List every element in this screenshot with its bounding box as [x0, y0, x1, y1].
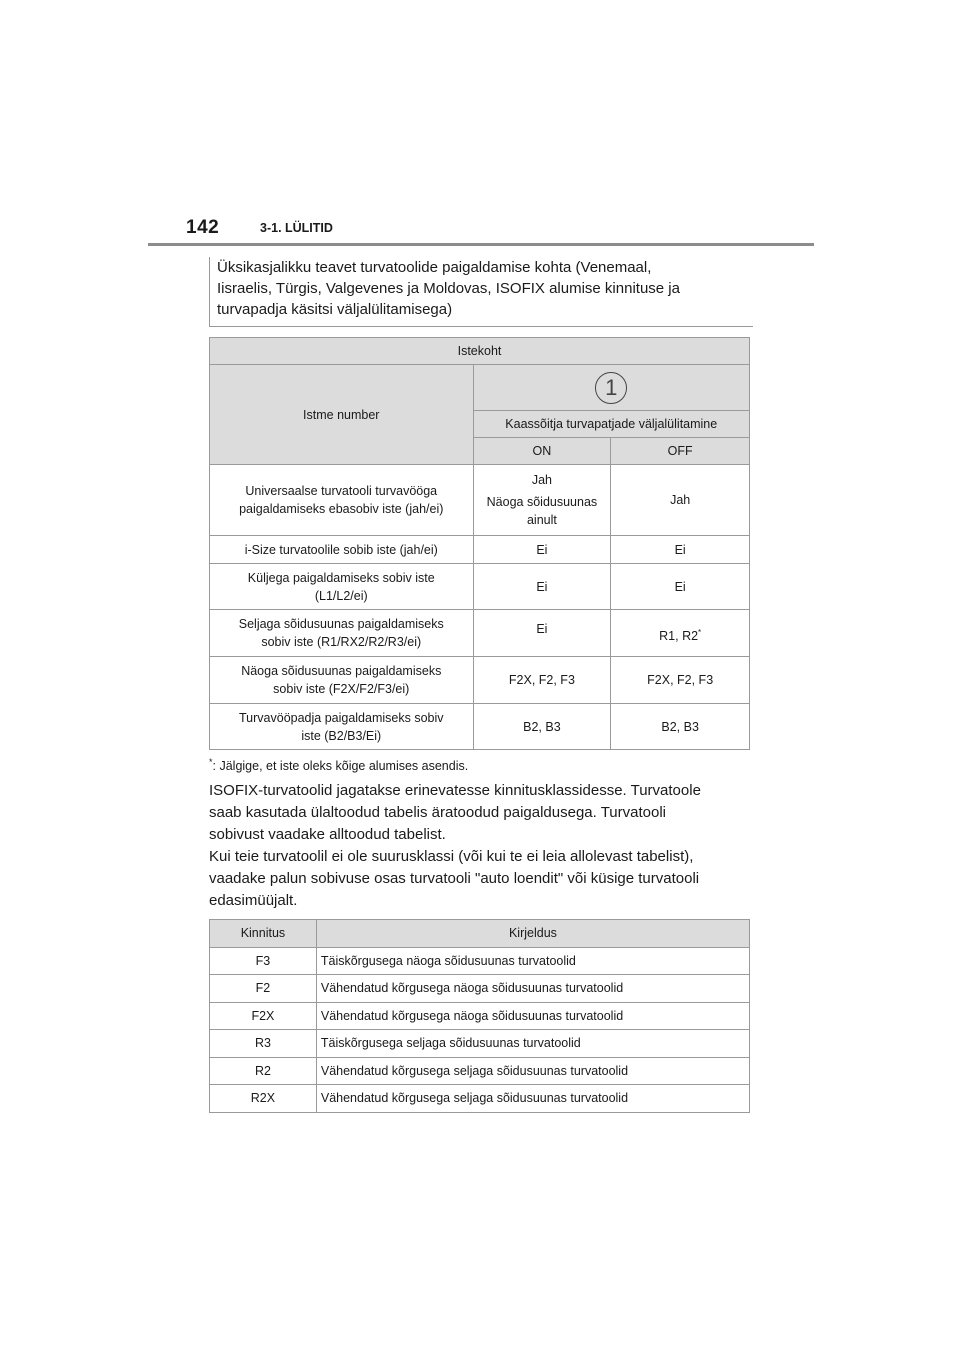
- fixture-code: R2X: [210, 1085, 317, 1113]
- row-label: [210, 610, 474, 657]
- row-label-line: paigaldamiseks ebasobiv iste (jah/ei): [239, 502, 444, 516]
- on-value-line: Jah: [531, 473, 552, 487]
- seat-number-header: Istme number: [210, 365, 474, 465]
- table-row: [210, 610, 750, 657]
- off-value: [611, 610, 750, 657]
- off-column-header: OFF: [611, 438, 750, 465]
- off-value: B2, B3: [611, 704, 750, 750]
- fixture-column-header: Kinnitus: [210, 920, 317, 948]
- row-label-line: (L1/L2/ei): [314, 588, 368, 603]
- table-row: [210, 1030, 750, 1058]
- off-value: F2X, F2, F3: [611, 657, 750, 704]
- on-value: Ei: [473, 610, 611, 657]
- page-number: 142: [186, 217, 220, 238]
- row-label: [210, 465, 474, 536]
- paragraph-line: saab kasutada ülaltoodud tabelis äratoodud paigaldusega. Turvatooli: [209, 804, 667, 821]
- fixture-code: R2: [210, 1057, 317, 1085]
- paragraph-line: edasimüüjalt.: [209, 892, 298, 909]
- fixture-description: Vähendatud kõrgusega seljaga sõidusuunas turvatoolid: [316, 1085, 749, 1113]
- seat-icon-cell: [473, 365, 749, 411]
- table-row: [210, 657, 750, 704]
- footnote-mark: *: [698, 628, 702, 638]
- row-label: [210, 564, 474, 610]
- table-row: [210, 947, 750, 975]
- on-value-line: ainult: [526, 513, 557, 527]
- fixture-description: Vähendatud kõrgusega näoga sõidusuunas turvatoolid: [316, 975, 749, 1003]
- seat-position-header: Istekoht: [210, 338, 750, 365]
- footnote-mark: *: [209, 757, 213, 767]
- table-row: [210, 704, 750, 750]
- table-row: [210, 1002, 750, 1030]
- row-label-line: iste (B2/B3/Ei): [301, 728, 382, 743]
- row-label-line: Näoga sõidusuunas paigaldamiseks: [241, 664, 442, 678]
- paragraph-line: ISOFIX-turvatoolid jagatakse erinevatesse kinnitusklassidesse. Turvatoole: [209, 782, 701, 799]
- header-rule: [148, 243, 814, 246]
- paragraph-line: sobivust vaadake alltoodud tabelist.: [209, 826, 446, 843]
- section-title: 3-1. LÜLITID: [260, 221, 333, 235]
- paragraph-line: Kui teie turvatoolil ei ole suurusklassi (või kui te ei leia allolevast tabelist),: [209, 848, 694, 865]
- table-header-row: [210, 365, 750, 411]
- intro-box: [209, 257, 753, 327]
- row-label: i-Size turvatoolile sobib iste (jah/ei): [210, 536, 474, 564]
- on-column-header: ON: [473, 438, 611, 465]
- fixture-description: Täiskõrgusega seljaga sõidusuunas turvatoolid: [316, 1030, 749, 1058]
- fixture-description: Vähendatud kõrgusega näoga sõidusuunas turvatoolid: [316, 1002, 749, 1030]
- off-value: Ei: [611, 564, 750, 610]
- on-value: B2, B3: [473, 704, 611, 750]
- fixture-code: F3: [210, 947, 317, 975]
- row-label: [210, 704, 474, 750]
- row-label: [210, 657, 474, 704]
- table-row: [210, 1057, 750, 1085]
- table-header-row: [210, 920, 750, 948]
- row-label-line: Universaalse turvatooli turvavööga: [245, 484, 438, 498]
- on-value-line: Näoga sõidusuunas: [486, 495, 598, 509]
- fixture-code: R3: [210, 1030, 317, 1058]
- seat-suitability-table: [209, 337, 750, 750]
- on-value: Ei: [473, 564, 611, 610]
- body-text: [209, 780, 754, 912]
- footnote-text: : Jälgige, et iste oleks kõige alumises asendis.: [212, 759, 469, 774]
- table-header-row: [210, 338, 750, 365]
- on-value: Ei: [473, 536, 611, 564]
- fixture-code: F2: [210, 975, 317, 1003]
- fixture-code: F2X: [210, 1002, 317, 1030]
- description-column-header: Kirjeldus: [316, 920, 749, 948]
- intro-line: turvapadja käsitsi väljalülitamisega): [217, 301, 453, 318]
- footnote: [209, 757, 468, 773]
- off-value: Jah: [611, 465, 750, 536]
- fixture-description: Vähendatud kõrgusega seljaga sõidusuunas turvatoolid: [316, 1057, 749, 1085]
- row-label-line: Seljaga sõidusuunas paigaldamiseks: [238, 617, 444, 631]
- on-value: [473, 465, 611, 536]
- fixture-description: Täiskõrgusega näoga sõidusuunas turvatoolid: [316, 947, 749, 975]
- row-label-line: sobiv iste (R1/RX2/R2/R3/ei): [261, 635, 422, 649]
- airbag-deactivation-header: Kaassõitja turvapatjade väljalülitamine: [473, 411, 749, 438]
- intro-line: Üksikasjalikku teavet turvatoolide paigaldamise kohta (Venemaal,: [217, 259, 652, 276]
- row-label-line: Küljega paigaldamiseks sobiv iste: [247, 570, 435, 585]
- table-row: [210, 1085, 750, 1113]
- row-label-line: sobiv iste (F2X/F2/F3/ei): [273, 682, 410, 696]
- off-value: Ei: [611, 536, 750, 564]
- paragraph-line: vaadake palun sobivuse osas turvatooli "auto loendit" või küsige turvatooli: [209, 870, 700, 887]
- row-label-line: Turvavööpadja paigaldamiseks sobiv: [239, 710, 444, 725]
- fixture-class-table: [209, 919, 750, 1113]
- on-value: F2X, F2, F3: [473, 657, 611, 704]
- table-row: [210, 536, 750, 564]
- table-row: [210, 564, 750, 610]
- paragraph: [209, 780, 754, 912]
- seat-number-icon: 1: [595, 372, 627, 404]
- table-row: [210, 975, 750, 1003]
- intro-line: Iisraelis, Türgis, Valgevenes ja Moldovas, ISOFIX alumise kinnituse ja: [217, 280, 680, 297]
- off-value-text: R1, R2: [659, 629, 699, 644]
- table-row: [210, 465, 750, 536]
